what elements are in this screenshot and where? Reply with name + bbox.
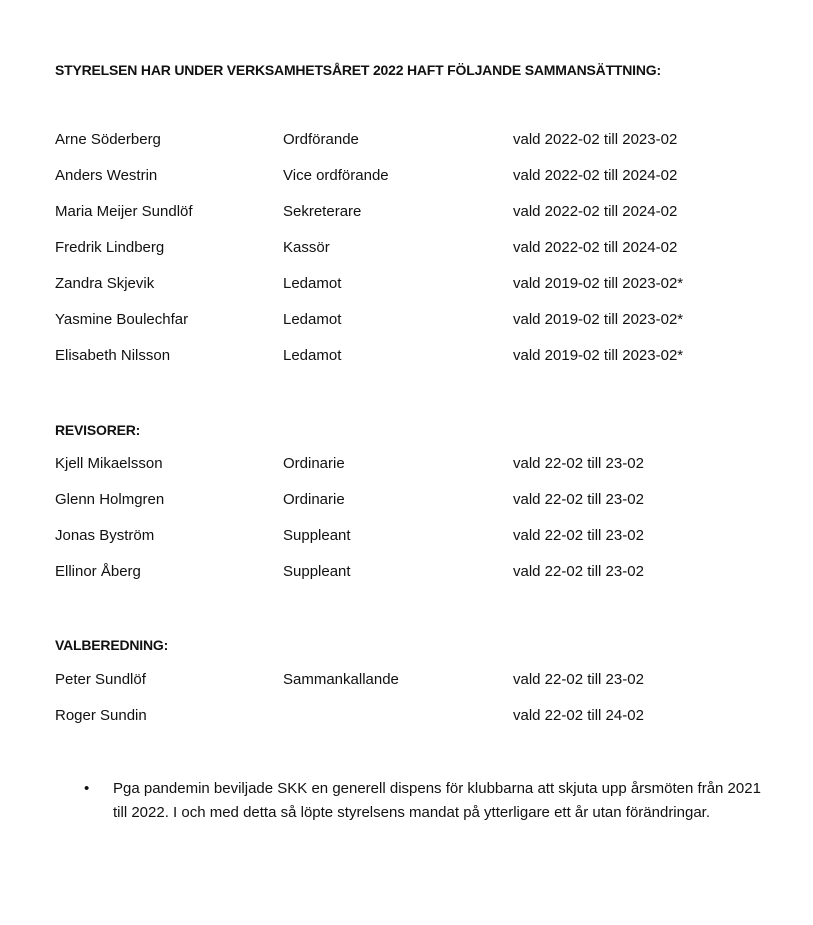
board-row <box>0 347 813 367</box>
auditor-role: Ordinarie <box>283 491 345 508</box>
auditor-term: vald 22-02 till 23-02 <box>513 491 644 508</box>
auditor-row <box>0 563 813 583</box>
member-name: Fredrik Lindberg <box>55 239 165 256</box>
member-term: vald 2022-02 till 2024-02 <box>513 167 678 184</box>
nominee-term: vald 22-02 till 23-02 <box>513 671 644 688</box>
member-term: vald 2022-02 till 2023-02 <box>513 131 678 148</box>
nominee-role: Sammankallande <box>283 671 399 688</box>
nomination-row <box>0 671 813 691</box>
auditor-term: vald 22-02 till 23-02 <box>513 563 644 580</box>
auditor-name: Jonas Byström <box>55 527 155 544</box>
member-role: Ordförande <box>283 131 359 148</box>
auditor-role: Ordinarie <box>283 455 345 472</box>
member-role: Vice ordförande <box>283 167 389 184</box>
auditor-name: Glenn Holmgren <box>55 491 165 508</box>
member-name: Arne Söderberg <box>55 131 161 148</box>
member-term: vald 2019-02 till 2023-02* <box>513 275 684 292</box>
board-row <box>0 203 813 223</box>
auditor-term: vald 22-02 till 23-02 <box>513 455 644 472</box>
auditor-name: Kjell Mikaelsson <box>55 455 163 472</box>
nominee-name: Roger Sundin <box>55 707 147 724</box>
member-role: Kassör <box>283 239 330 256</box>
nomination-heading: VALBEREDNING: <box>55 637 169 653</box>
member-term: vald 2019-02 till 2023-02* <box>513 311 684 328</box>
member-role: Ledamot <box>283 311 342 328</box>
board-row <box>0 239 813 259</box>
board-row <box>0 131 813 151</box>
board-row <box>0 311 813 331</box>
auditor-role: Suppleant <box>283 563 351 580</box>
member-role: Ledamot <box>283 347 342 364</box>
member-term: vald 2019-02 till 2023-02* <box>513 347 684 364</box>
bullet-icon: • <box>84 780 90 797</box>
auditor-row <box>0 455 813 475</box>
member-role: Sekreterare <box>283 203 362 220</box>
auditor-row <box>0 527 813 547</box>
member-name: Yasmine Boulechfar <box>55 311 189 328</box>
member-term: vald 2022-02 till 2024-02 <box>513 203 678 220</box>
member-role: Ledamot <box>283 275 342 292</box>
auditors-heading: REVISORER: <box>55 422 141 438</box>
board-row <box>0 275 813 295</box>
auditor-name: Ellinor Åberg <box>55 563 141 580</box>
auditor-term: vald 22-02 till 23-02 <box>513 527 644 544</box>
member-name: Elisabeth Nilsson <box>55 347 171 364</box>
auditor-row <box>0 491 813 511</box>
board-row <box>0 167 813 187</box>
nominee-name: Peter Sundlöf <box>55 671 146 688</box>
board-heading: STYRELSEN HAR UNDER VERKSAMHETSÅRET 2022 HAFT FÖLJANDE SAMMANSÄTTNING: <box>55 62 661 78</box>
member-term: vald 2022-02 till 2024-02 <box>513 239 678 256</box>
member-name: Anders Westrin <box>55 167 158 184</box>
nominee-term: vald 22-02 till 24-02 <box>513 707 644 724</box>
auditor-role: Suppleant <box>283 527 351 544</box>
nomination-row <box>0 707 813 727</box>
member-name: Maria Meijer Sundlöf <box>55 203 193 220</box>
member-name: Zandra Skjevik <box>55 275 155 292</box>
footnote-text: Pga pandemin beviljade SKK en generell dispens för klubbarna att skjuta upp årsmöten från 2021 till 2022. I och med detta så löpte styrelsens mandat på ytterligare ett år utan förändringar. <box>113 780 761 821</box>
